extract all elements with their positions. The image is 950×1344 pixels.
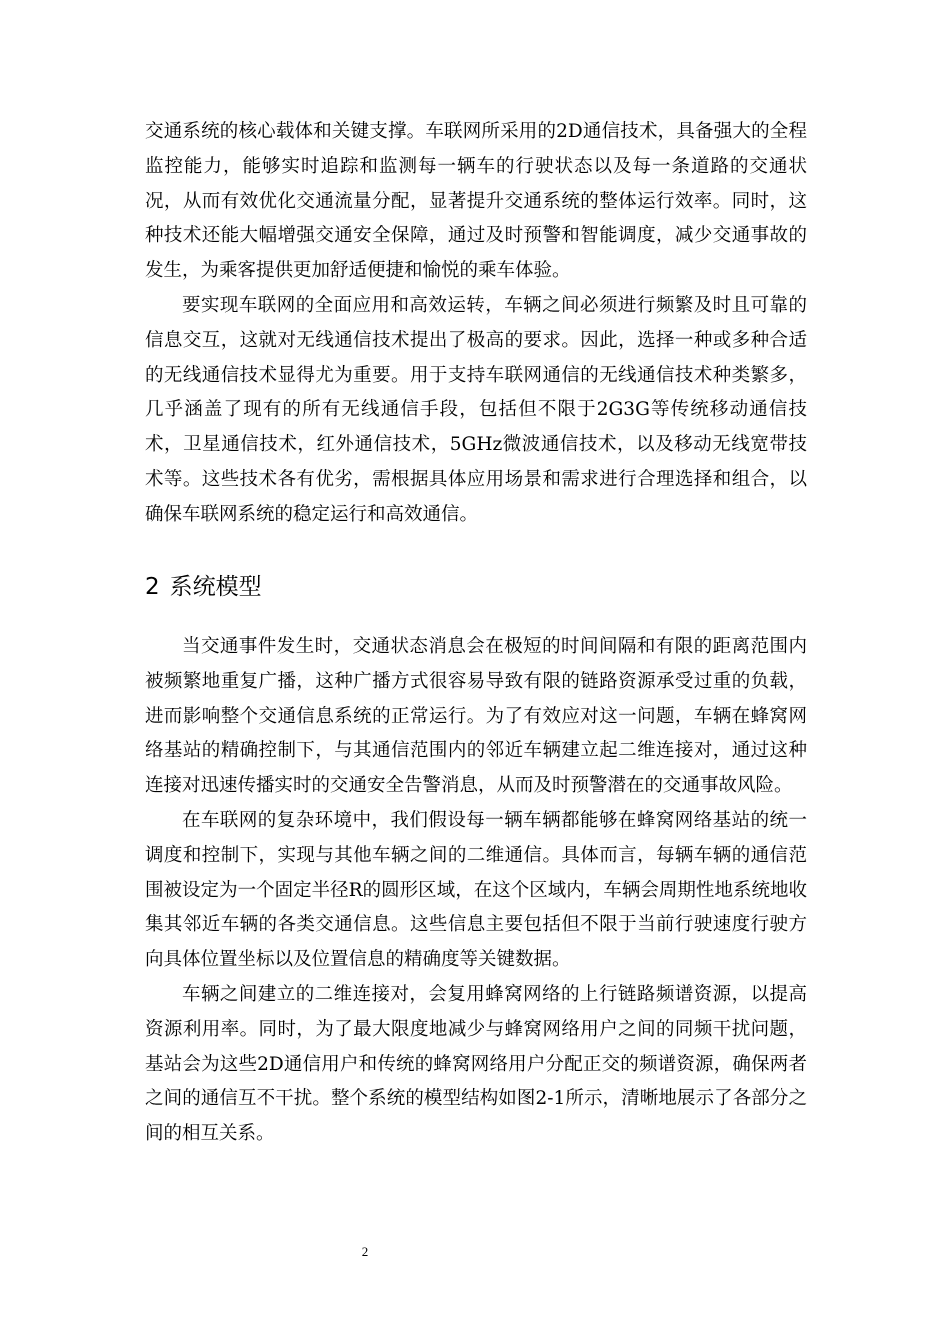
paragraph: 在车联网的复杂环境中，我们假设每一辆车辆都能够在蜂窝网络基站的统一调度和控制下，实现与其他车辆之间的二维通信。具体而言，每辆车辆的通信范围被设定为一个固定半径R的圆形区域，在这个区域内，车辆会周期性地系统地收集其邻近车辆的各类交通信息。这些信息主要包括但不限于当前行驶速度行驶方向具体位置坐标以及位置信息的精确度等关键数据。 bbox=[145, 809, 807, 971]
section-title: 系统模型 bbox=[169, 574, 262, 600]
body-text-bottom bbox=[145, 630, 807, 1152]
section-heading bbox=[145, 567, 262, 607]
paragraph: 车辆之间建立的二维连接对，会复用蜂窝网络的上行链路频谱资源，以提高资源利用率。同时，为了最大限度地减少与蜂窝网络用户之间的同频干扰问题，基站会为这些2D通信用户和传统的蜂窝网络用户分配正交的频谱资源，确保两者之间的通信互不干扰。整个系统的模型结构如图2-1所示，清晰地展示了各部分之间的相互关系。 bbox=[145, 983, 807, 1145]
paragraph: 当交通事件发生时，交通状态消息会在极短的时间间隔和有限的距离范围内被频繁地重复广播，这种广播方式很容易导致有限的链路资源承受过重的负载，进而影响整个交通信息系统的正常运行。为了有效应对这一问题，车辆在蜂窝网络基站的精确控制下，与其通信范围内的邻近车辆建立起二维连接对，通过这种连接对迅速传播实时的交通安全告警消息，从而及时预警潜在的交通事故风险。 bbox=[145, 636, 807, 797]
body-text-top bbox=[145, 115, 807, 533]
paragraph: 交通系统的核心载体和关键支撑。车联网所采用的2D通信技术，具备强大的全程监控能力，能够实时追踪和监测每一辆车的行驶状态以及每一条道路的交通状况，从而有效优化交通流量分配，显著提升交通系统的整体运行效率。同时，这种技术还能大幅增强交通安全保障，通过及时预警和智能调度，减少交通事故的发生，为乘客提供更加舒适便捷和愉悦的乘车体验。 bbox=[145, 121, 807, 282]
paragraph: 要实现车联网的全面应用和高效运转，车辆之间必须进行频繁及时且可靠的信息交互，这就对无线通信技术提出了极高的要求。因此，选择一种或多种合适的无线通信技术显得尤为重要。用于支持车联网通信的无线通信技术种类繁多，几乎涵盖了现有的所有无线通信手段，包括但不限于2G3G等传统移动通信技术，卫星通信技术，红外通信技术，5GHz微波通信技术，以及移动无线宽带技术等。这些技术各有优劣，需根据具体应用场景和需求进行合理选择和组合，以确保车联网系统的稳定运行和高效通信。 bbox=[145, 294, 807, 525]
page-number: 2 bbox=[361, 1244, 369, 1259]
section-number: 2 bbox=[145, 574, 160, 600]
